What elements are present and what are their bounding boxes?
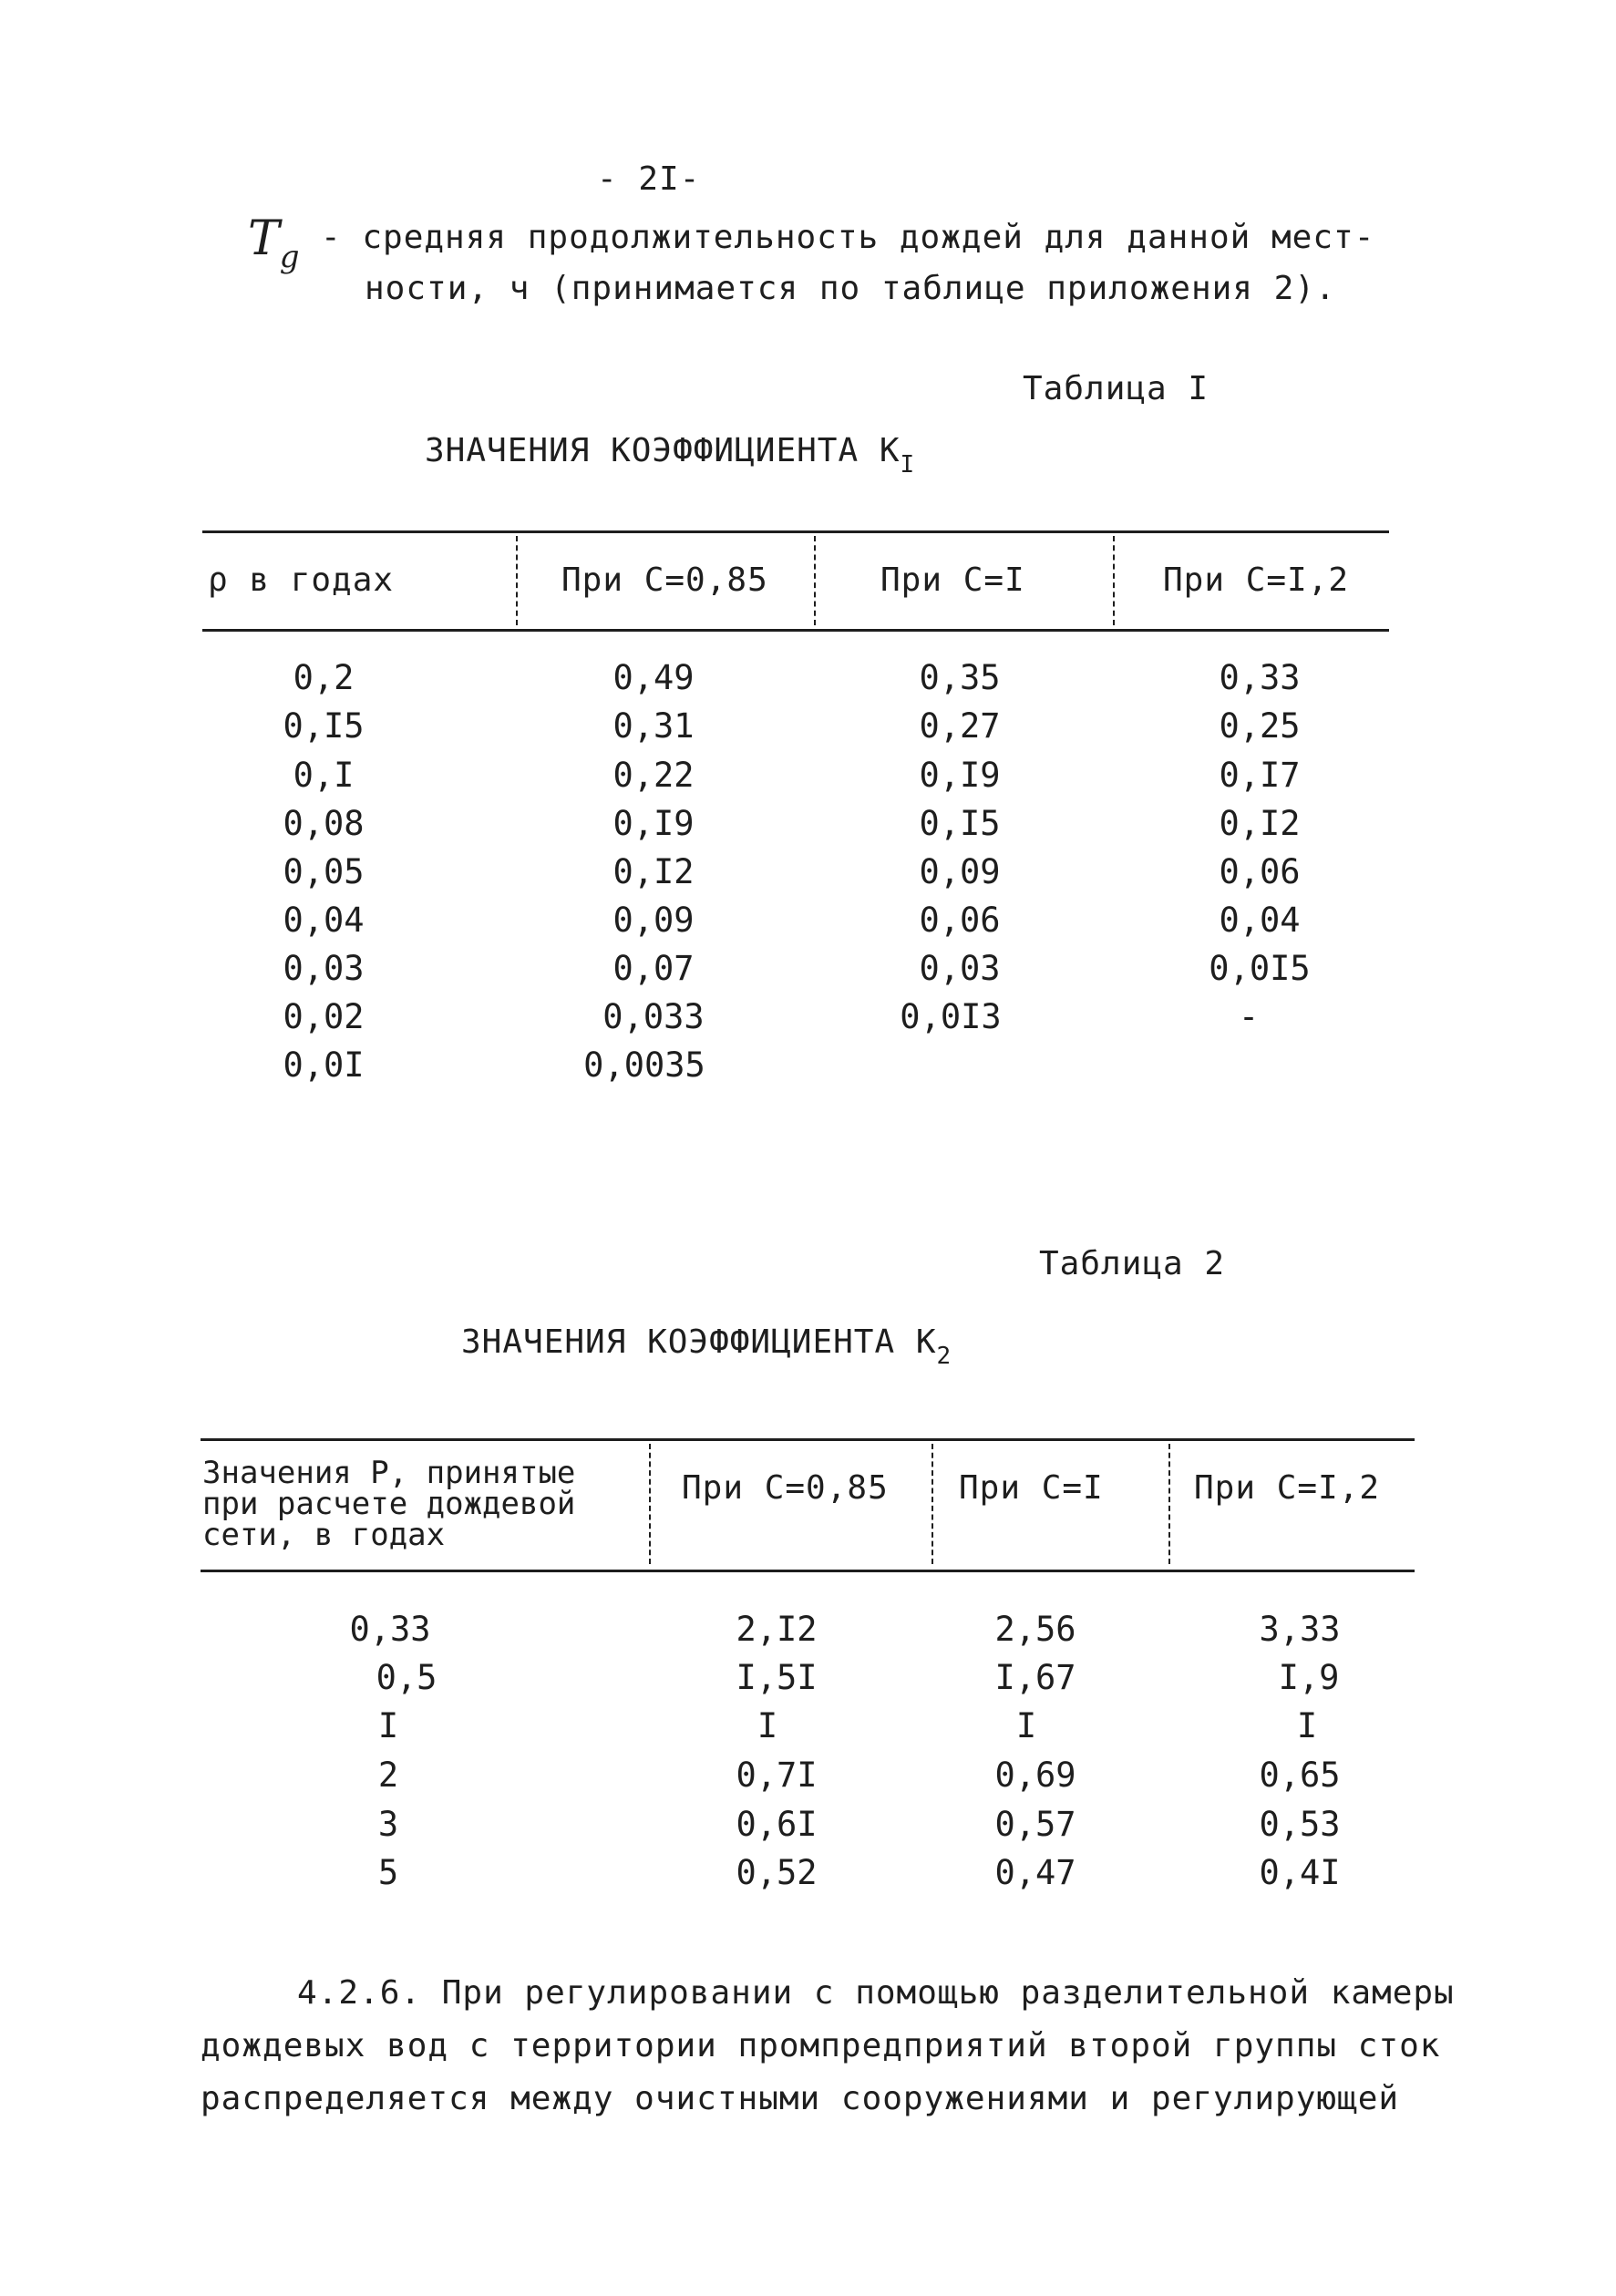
table2-cell: 2,56 (994, 1610, 1076, 1649)
table2-cell: 0,6I (736, 1805, 818, 1844)
table2-cell: I,5I (736, 1658, 818, 1697)
table1-cell: 0,09 (919, 852, 1001, 891)
table2-cell: 0,5 (376, 1658, 437, 1697)
table2-divider-2 (932, 1444, 933, 1564)
table1-cell: 0,06 (1219, 852, 1301, 891)
table1-title-sub: I (900, 451, 916, 479)
table2-header-line: сети, в годах (202, 1517, 446, 1553)
table2-divider-3 (1168, 1444, 1170, 1564)
table2-cell: I (1015, 1706, 1037, 1745)
paragraph-line-1: 4.2.6. При регулировании с помощью разделительной камеры (297, 1974, 1455, 2012)
table1-cell: 0,06 (919, 901, 1001, 940)
table1-cell: 0,03 (919, 949, 1001, 988)
table2-cell: 5 (377, 1853, 399, 1892)
table2-header-line: при расчете дождевой (202, 1486, 576, 1522)
table1-cell: 0,02 (283, 997, 365, 1036)
intro-line-1: - средняя продолжительность дождей для данной мест- (321, 219, 1375, 256)
table1-cell: 0,0I5 (1209, 949, 1311, 988)
table2-cell: I,67 (994, 1658, 1076, 1697)
table1-title (425, 432, 916, 479)
table1-divider-1 (516, 536, 518, 625)
table2-cell: I,9 (1278, 1658, 1340, 1697)
page-number: - 2I- (597, 160, 701, 198)
table1-title-text: ЗНАЧЕНИЯ КОЭФФИЦИЕНТА К (425, 432, 901, 469)
table1-cell: 0,05 (283, 852, 365, 891)
table1-header-p: ρ в годах (208, 561, 395, 599)
table1-cell: 0,22 (612, 756, 695, 795)
table2-header-c1: При С=I (959, 1469, 1104, 1507)
table2-cell: 0,7I (736, 1755, 818, 1795)
table2-cell: 2 (377, 1755, 399, 1795)
table2-cell: 0,4I (1259, 1853, 1341, 1892)
table1-cell: 0,0035 (583, 1045, 705, 1085)
symbol-sub: g (279, 239, 300, 275)
table2-caption: Таблица 2 (1039, 1245, 1226, 1282)
table1-cell: 0,08 (283, 804, 365, 843)
table2-cell: 0,65 (1259, 1755, 1341, 1795)
table2-cell: 0,52 (736, 1853, 818, 1892)
symbol-t: T (248, 211, 280, 266)
table2-cell: 0,69 (994, 1755, 1076, 1795)
table1-cell: 0,I2 (1219, 804, 1301, 843)
table2-cell: 0,47 (994, 1853, 1076, 1892)
table1-cell: 0,31 (612, 706, 695, 746)
table2-header-c085: При С=0,85 (682, 1469, 889, 1507)
table2-cell: I (757, 1706, 778, 1745)
table1-header-c12: При С=I,2 (1163, 561, 1350, 599)
table1-cell: 0,49 (612, 658, 695, 697)
table2-title (461, 1323, 952, 1370)
table2-cell: 3 (377, 1805, 399, 1844)
table1-cell: 0,I7 (1219, 756, 1301, 795)
table1-cell: 0,07 (612, 949, 695, 988)
table1-cell: 0,I9 (612, 804, 695, 843)
table2-title-text: ЗНАЧЕНИЯ КОЭФФИЦИЕНТА К (461, 1323, 937, 1361)
table2-header-line: Значения Р, принятые (202, 1455, 576, 1491)
paragraph-line-3: распределяется между очистными сооружениями и регулирующей (201, 2080, 1400, 2117)
table1-caption: Таблица I (1023, 370, 1209, 407)
table1-cell: 0,35 (919, 658, 1001, 697)
table1-cell: 0,25 (1219, 706, 1301, 746)
table2-cell: 0,33 (349, 1610, 431, 1649)
paragraph-line-2: дождевых вод с территории промпредприятий второй группы сток (201, 2027, 1441, 2064)
table2-cell: 2,I2 (736, 1610, 818, 1649)
table1-cell: 0,033 (602, 997, 705, 1036)
table2-cell: 0,57 (994, 1805, 1076, 1844)
table2-header-c12: При С=I,2 (1194, 1469, 1381, 1507)
table1-header-rule (202, 629, 1389, 632)
intro-symbol (248, 211, 300, 275)
intro-line-2: ности, ч (принимается по таблице приложения 2). (365, 270, 1336, 307)
table1-cell: 0,0I3 (900, 997, 1002, 1036)
table1-divider-2 (814, 536, 816, 625)
table2-divider-1 (649, 1444, 651, 1564)
table1-cell: 0,09 (612, 901, 695, 940)
table1-cell: 0,I2 (612, 852, 695, 891)
table2-top-rule (201, 1438, 1415, 1441)
table1-header-c1: При С=I (880, 561, 1025, 599)
table1-cell: 0,03 (283, 949, 365, 988)
table2-cell: I (1296, 1706, 1318, 1745)
table1-cell: 0,I (293, 756, 355, 795)
table2-header-rule (201, 1570, 1415, 1572)
table1-cell: 0,I5 (283, 706, 365, 746)
table1-cell: 0,I9 (919, 756, 1001, 795)
table1-cell: 0,0I (283, 1045, 365, 1085)
table2-cell: I (377, 1706, 399, 1745)
table1-cell: 0,33 (1219, 658, 1301, 697)
table1-cell: - (1238, 997, 1260, 1036)
table1-cell: 0,04 (1219, 901, 1301, 940)
table2-cell: 3,33 (1259, 1610, 1341, 1649)
table1-top-rule (202, 530, 1389, 533)
table1-divider-3 (1113, 536, 1115, 625)
table1-cell: 0,27 (919, 706, 1001, 746)
table1-cell: 0,2 (293, 658, 355, 697)
table1-header-c085: При С=0,85 (561, 561, 768, 599)
table1-cell: 0,I5 (919, 804, 1001, 843)
table2-title-sub: 2 (936, 1343, 952, 1370)
table1-cell: 0,04 (283, 901, 365, 940)
table2-cell: 0,53 (1259, 1805, 1341, 1844)
